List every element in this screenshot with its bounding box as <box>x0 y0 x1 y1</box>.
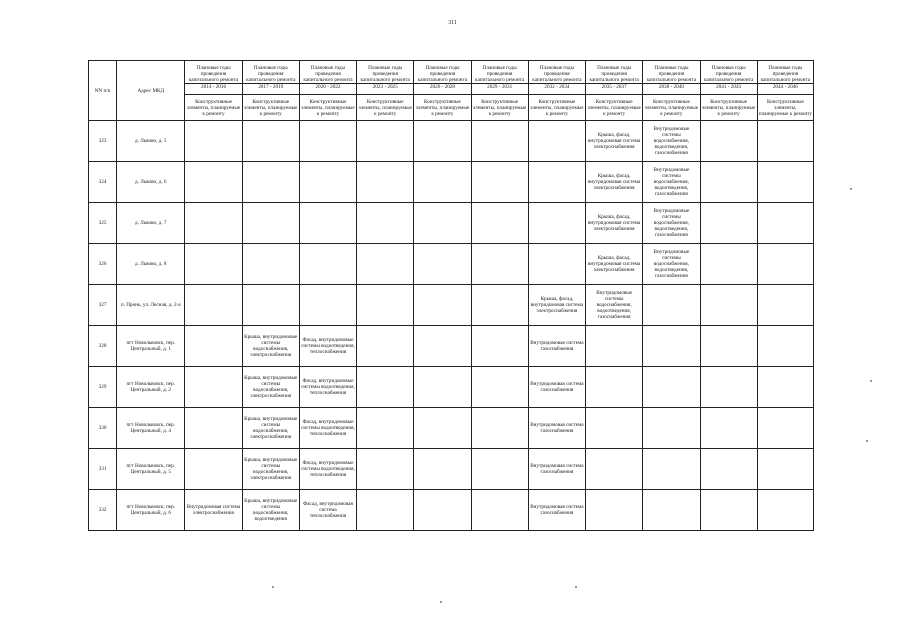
cell-2035-2037: Крыша, фасад, внутридомовая система электроснабжения <box>586 121 643 162</box>
cell-2026-2028 <box>414 490 471 531</box>
cell-2020-2022: Фасад, внутридомовые системы водоотведения, теплоснабжения <box>299 367 356 408</box>
cell-2035-2037 <box>586 367 643 408</box>
table-row <box>89 449 814 490</box>
cell-2041-2043 <box>700 449 757 490</box>
cell-2014-2016 <box>185 203 242 244</box>
scan-speck <box>870 380 872 382</box>
cell-2044-2046 <box>757 203 813 244</box>
cell-2020-2022: Фасад, внутридомовые системы водоотведения, теплоснабжения <box>299 326 356 367</box>
cell-2038-2040 <box>643 285 700 326</box>
header-period: Плановые годы проведения капитального ремонта 2032 - 2034 <box>528 61 585 95</box>
cell-2038-2040: Внутридомовые системы водоснабжения, водоотведения, газоснабжения <box>643 162 700 203</box>
cell-2041-2043 <box>700 326 757 367</box>
cell-2038-2040: Внутридомовые системы водоснабжения, водоотведения, газоснабжения <box>643 244 700 285</box>
table-row <box>89 244 814 285</box>
cell-2041-2043 <box>700 203 757 244</box>
header-elements: Конструктивные элементы, планируемые к ремонту <box>357 95 414 121</box>
cell-2026-2028 <box>414 121 471 162</box>
row-address: пгт Новольвовск, пер. Центральный, д. 2 <box>117 367 185 408</box>
cell-2014-2016 <box>185 162 242 203</box>
cell-2038-2040 <box>643 490 700 531</box>
cell-2014-2016 <box>185 408 242 449</box>
cell-2014-2016 <box>185 449 242 490</box>
cell-2035-2037: Крыша, фасад, внутридомовая система электроснабжения <box>586 203 643 244</box>
cell-2029-2031 <box>471 285 528 326</box>
cell-2020-2022: Фасад, внутридомовая система теплоснабжения <box>299 490 356 531</box>
cell-2029-2031 <box>471 203 528 244</box>
page-number: 311 <box>448 20 457 26</box>
header-elements-row <box>89 95 814 121</box>
cell-2038-2040 <box>643 449 700 490</box>
cell-2038-2040: Внутридомовые системы водоснабжения, водоотведения, газоснабжения <box>643 121 700 162</box>
header-period: Плановые годы проведения капитального ремонта 2035 - 2037 <box>586 61 643 95</box>
cell-2017-2019 <box>242 121 299 162</box>
cell-2029-2031 <box>471 490 528 531</box>
cell-2023-2025 <box>357 244 414 285</box>
header-elements: Конструктивные элементы, планируемые к ремонту <box>471 95 528 121</box>
cell-2017-2019 <box>242 244 299 285</box>
cell-2044-2046 <box>757 408 813 449</box>
row-address: д. Львово, д. 7 <box>117 203 185 244</box>
cell-2023-2025 <box>357 408 414 449</box>
header-period: Плановые годы проведения капитального ремонта 2026 - 2028 <box>414 61 471 95</box>
cell-2032-2034 <box>528 244 585 285</box>
cell-2032-2034: Внутридомовая система газоснабжения <box>528 449 585 490</box>
cell-2026-2028 <box>414 285 471 326</box>
table-row <box>89 408 814 449</box>
row-number: 330 <box>89 408 117 449</box>
cell-2044-2046 <box>757 121 813 162</box>
header-elements: Конструктивные элементы, планируемые к ремонту <box>414 95 471 121</box>
cell-2041-2043 <box>700 162 757 203</box>
cell-2032-2034 <box>528 203 585 244</box>
header-period: Плановые годы проведения капитального ремонта 2017 - 2019 <box>242 61 299 95</box>
scan-speck <box>850 188 852 190</box>
cell-2020-2022: Фасад, внутридомовые системы водоотведения, теплоснабжения <box>299 449 356 490</box>
header-address: Адрес МКД <box>117 61 185 121</box>
cell-2026-2028 <box>414 326 471 367</box>
header-elements: Конструктивные элементы, планируемые к ремонту <box>586 95 643 121</box>
cell-2020-2022 <box>299 203 356 244</box>
header-period: Плановые годы проведения капитального ремонта 2023 - 2025 <box>357 61 414 95</box>
header-period: Плановые годы проведения капитального ремонта 2041 - 2043 <box>700 61 757 95</box>
cell-2041-2043 <box>700 285 757 326</box>
cell-2041-2043 <box>700 244 757 285</box>
cell-2020-2022: Фасад, внутридомовые системы водоотведения, теплоснабжения <box>299 408 356 449</box>
row-address: п. Пронь, ул. Лесная, д. 2-а <box>117 285 185 326</box>
row-address: пгт Новольвовск, пер. Центральный, д. 5 <box>117 449 185 490</box>
row-address: пгт Новольвовск, пер. Центральный, д. 1 <box>117 326 185 367</box>
cell-2032-2034: Внутридомовая система газоснабжения <box>528 490 585 531</box>
row-address: пгт Новольвовск, пер. Центральный, д. 6 <box>117 490 185 531</box>
scan-speck <box>866 440 868 442</box>
scan-speck <box>440 601 442 603</box>
header-period: Плановые годы проведения капитального ремонта 2014 - 2016 <box>185 61 242 95</box>
cell-2023-2025 <box>357 162 414 203</box>
table-row <box>89 162 814 203</box>
cell-2023-2025 <box>357 121 414 162</box>
row-address: д. Львово, д. 8 <box>117 244 185 285</box>
cell-2014-2016: Внутридомовая система электроснабжения <box>185 490 242 531</box>
cell-2020-2022 <box>299 244 356 285</box>
cell-2014-2016 <box>185 244 242 285</box>
header-elements: Конструктивные элементы, планируемые к ремонту <box>528 95 585 121</box>
table-row <box>89 490 814 531</box>
cell-2032-2034: Внутридомовая система газоснабжения <box>528 408 585 449</box>
cell-2035-2037 <box>586 326 643 367</box>
cell-2032-2034 <box>528 162 585 203</box>
table-row <box>89 203 814 244</box>
cell-2038-2040 <box>643 408 700 449</box>
header-period-row <box>89 61 814 95</box>
cell-2035-2037 <box>586 490 643 531</box>
cell-2026-2028 <box>414 203 471 244</box>
cell-2017-2019: Крыша, внутридомовые системы водоснабжения, электроснабжения <box>242 408 299 449</box>
cell-2041-2043 <box>700 121 757 162</box>
cell-2017-2019 <box>242 285 299 326</box>
capital-repair-plan-table <box>88 60 814 531</box>
cell-2023-2025 <box>357 203 414 244</box>
cell-2017-2019: Крыша, внутридомовые системы водоснабжения, электроснабжения <box>242 367 299 408</box>
cell-2032-2034: Внутридомовая система газоснабжения <box>528 367 585 408</box>
cell-2029-2031 <box>471 326 528 367</box>
header-elements: Конструктивные элементы, планируемые к ремонту <box>185 95 242 121</box>
cell-2026-2028 <box>414 162 471 203</box>
cell-2029-2031 <box>471 408 528 449</box>
cell-2035-2037: Крыша, фасад, внутридомовая система электроснабжения <box>586 244 643 285</box>
row-address: д. Львово, д. 6 <box>117 162 185 203</box>
header-period: Плановые годы проведения капитального ремонта 2038 - 2040 <box>643 61 700 95</box>
cell-2026-2028 <box>414 449 471 490</box>
row-number: 324 <box>89 162 117 203</box>
cell-2017-2019: Крыша, внутридомовые системы водоснабжения, электроснабжения <box>242 326 299 367</box>
table-row <box>89 121 814 162</box>
cell-2032-2034 <box>528 121 585 162</box>
cell-2017-2019 <box>242 162 299 203</box>
header-period: Плановые годы проведения капитального ремонта 2020 - 2022 <box>299 61 356 95</box>
cell-2035-2037 <box>586 408 643 449</box>
cell-2029-2031 <box>471 367 528 408</box>
cell-2023-2025 <box>357 449 414 490</box>
cell-2044-2046 <box>757 326 813 367</box>
cell-2023-2025 <box>357 285 414 326</box>
cell-2014-2016 <box>185 326 242 367</box>
row-number: 332 <box>89 490 117 531</box>
cell-2044-2046 <box>757 244 813 285</box>
header-period: Плановые годы проведения капитального ремонта 2044 - 2046 <box>757 61 813 95</box>
header-period: Плановые годы проведения капитального ремонта 2029 - 2031 <box>471 61 528 95</box>
row-number: 328 <box>89 326 117 367</box>
header-num: NN п/п <box>89 61 117 121</box>
cell-2023-2025 <box>357 367 414 408</box>
scan-speck <box>575 586 577 588</box>
cell-2044-2046 <box>757 449 813 490</box>
cell-2014-2016 <box>185 367 242 408</box>
cell-2026-2028 <box>414 408 471 449</box>
table-row <box>89 367 814 408</box>
cell-2041-2043 <box>700 408 757 449</box>
cell-2020-2022 <box>299 121 356 162</box>
header-elements: Конструктивные элементы, планируемые к ремонту <box>242 95 299 121</box>
row-number: 329 <box>89 367 117 408</box>
cell-2038-2040: Внутридомовые системы водоснабжения, водоотведения, газоснабжения <box>643 203 700 244</box>
row-address: д. Львово, д. 5 <box>117 121 185 162</box>
row-number: 326 <box>89 244 117 285</box>
row-number: 327 <box>89 285 117 326</box>
cell-2035-2037: Крыша, фасад, внутридомовая система электроснабжения <box>586 162 643 203</box>
table-row <box>89 285 814 326</box>
cell-2023-2025 <box>357 490 414 531</box>
cell-2041-2043 <box>700 490 757 531</box>
header-elements: Конструктивные элементы, планируемые к ремонту <box>299 95 356 121</box>
scan-speck <box>272 586 274 588</box>
cell-2020-2022 <box>299 162 356 203</box>
header-elements: Конструктивные элементы, планируемые к ремонту <box>700 95 757 121</box>
cell-2038-2040 <box>643 326 700 367</box>
cell-2044-2046 <box>757 490 813 531</box>
cell-2029-2031 <box>471 121 528 162</box>
cell-2032-2034: Внутридомовая система газоснабжения <box>528 326 585 367</box>
row-number: 323 <box>89 121 117 162</box>
cell-2035-2037 <box>586 449 643 490</box>
cell-2026-2028 <box>414 244 471 285</box>
header-elements: Конструктивные элементы, планируемые к ремонту <box>757 95 813 121</box>
cell-2017-2019: Крыша, внутридомовые системы водоснабжения, водоотведения <box>242 490 299 531</box>
cell-2014-2016 <box>185 121 242 162</box>
cell-2041-2043 <box>700 367 757 408</box>
cell-2044-2046 <box>757 162 813 203</box>
cell-2026-2028 <box>414 367 471 408</box>
cell-2044-2046 <box>757 367 813 408</box>
cell-2014-2016 <box>185 285 242 326</box>
cell-2032-2034: Крыша, фасад, внутридомовая система электроснабжения <box>528 285 585 326</box>
row-number: 331 <box>89 449 117 490</box>
cell-2017-2019: Крыша, внутридомовые системы водоснабжения, электроснабжения <box>242 449 299 490</box>
cell-2035-2037: Внутридомовые системы водоснабжения, водоотведения, газоснабжения <box>586 285 643 326</box>
cell-2023-2025 <box>357 326 414 367</box>
cell-2029-2031 <box>471 162 528 203</box>
cell-2044-2046 <box>757 285 813 326</box>
cell-2017-2019 <box>242 203 299 244</box>
row-address: пгт Новольвовск, пер. Центральный, д. 4 <box>117 408 185 449</box>
row-number: 325 <box>89 203 117 244</box>
table-row <box>89 326 814 367</box>
cell-2020-2022 <box>299 285 356 326</box>
cell-2029-2031 <box>471 449 528 490</box>
cell-2038-2040 <box>643 367 700 408</box>
header-elements: Конструктивные элементы, планируемые к ремонту <box>643 95 700 121</box>
cell-2029-2031 <box>471 244 528 285</box>
